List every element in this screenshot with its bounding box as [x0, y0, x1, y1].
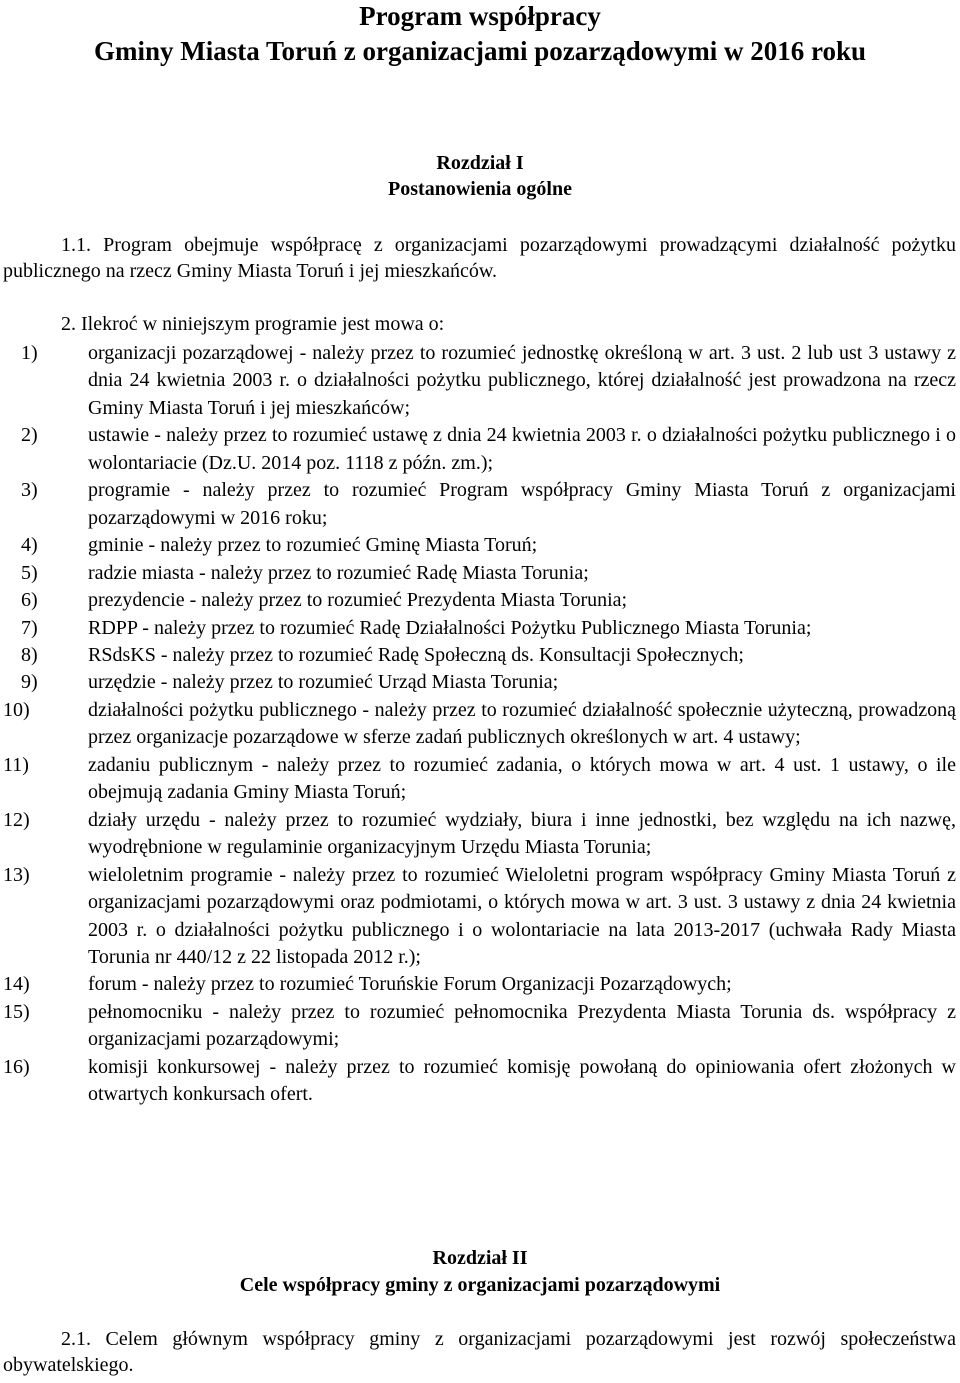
list-number: 11): [3, 753, 29, 776]
list-number: 4): [21, 534, 38, 557]
list-text: programie - należy przez to rozumieć Program współpracy Gminy Miasta Toruń z organizacjami pozarządowymi w 2016 roku;: [88, 479, 956, 529]
list-item: [3, 642, 956, 669]
list-text: pełnomocniku - należy przez to rozumieć pełnomocnika Prezydenta Miasta Torunia ds. współpracy z organizacjami pozarządowymi;: [88, 1000, 956, 1051]
list-number: 14): [3, 973, 30, 996]
list-text: radzie miasta - należy przez to rozumieć Radę Miasta Torunia;: [88, 561, 589, 584]
list-item: [3, 587, 956, 614]
list-item: [3, 340, 956, 422]
document-title-line1: Program współpracy: [359, 1, 601, 31]
list-item: [3, 422, 956, 477]
list-number: 7): [21, 616, 38, 639]
list-text: prezydencie - należy przez to rozumieć Prezydenta Miasta Torunia;: [88, 589, 628, 612]
chapter1-title: Postanowienia ogólne: [388, 178, 572, 200]
list-item: [3, 615, 956, 642]
list-item: [3, 999, 956, 1054]
list-number: 3): [21, 479, 38, 502]
list-text: RDPP - należy przez to rozumieć Radę Działalności Pożytku Publicznego Miasta Torunia;: [88, 616, 812, 639]
list-number: 1): [21, 342, 38, 364]
chapter1-paragraph-2: 2. Ilekroć w niniejszym programie jest mowa o:: [61, 313, 445, 335]
list-text: działalności pożytku publicznego - należy przez to rozumieć działalność społecznie użyteczną, prowadzoną przez organizacje pozarządowe w sferze zadań publicznych określonych w art. 4 ustawy;: [88, 698, 956, 749]
list-item: [3, 477, 956, 532]
list-item: [3, 752, 956, 807]
list-text: RSdsKS - należy przez to rozumieć Radę Społeczną ds. Konsultacji Społecznych;: [88, 643, 744, 666]
list-item: [3, 862, 956, 972]
list-number: 9): [21, 671, 38, 694]
list-number: 5): [21, 561, 38, 584]
chapter2-title: Cele współpracy gminy z organizacjami pozarządowymi: [239, 1274, 721, 1296]
list-item: [3, 697, 956, 752]
list-text: organizacji pozarządowej - należy przez to rozumieć jednostkę określoną w art. 3 ust. 2 lub ust 3 ustawy z dnia 24 kwietnia 2003 r. o działalności pożytku publicznego, której działalność jest prowadzona na rzecz Gminy Miasta Toruń i jej mieszkańców;: [88, 342, 956, 419]
chapter2-label: Rozdział II: [432, 1247, 528, 1269]
chapter2-paragraph-2-1: 2.1. Celem głównym współpracy gminy z organizacjami pozarządowymi jest rozwój społeczeństwa obywatelskiego.: [3, 1328, 956, 1376]
list-text: urzędzie - należy przez to rozumieć Urząd Miasta Torunia;: [88, 671, 559, 694]
chapter1-paragraph-1-1: 1.1. Program obejmuje współpracę z organizacjami pozarządowymi prowadzącymi działalność pożytku publicznego na rzecz Gminy Miasta Toruń i jej mieszkańców.: [3, 234, 956, 282]
list-number: 8): [21, 643, 38, 666]
list-text: ustawie - należy przez to rozumieć ustawę z dnia 24 kwietnia 2003 r. o działalności pożytku publicznego i o wolontariacie (Dz.U. 2014 poz. 1118 z późn. zm.);: [88, 424, 956, 474]
list-item: [3, 560, 956, 587]
list-text: działy urzędu - należy przez to rozumieć wydziały, biura i inne jednostki, bez względu na ich nazwę, wyodrębnione w regulaminie organizacyjnym Urzędu Miasta Torunia;: [88, 808, 956, 859]
list-number: 13): [3, 863, 30, 886]
document-title-line2: Gminy Miasta Toruń z organizacjami pozarządowymi w 2016 roku: [94, 36, 866, 66]
list-item: [3, 807, 956, 862]
list-item: [3, 532, 956, 559]
list-text: komisji konkursowej - należy przez to rozumieć komisję powołaną do opiniowania ofert złożonych w otwartych konkursach ofert.: [88, 1055, 956, 1106]
list-text: zadaniu publicznym - należy przez to rozumieć zadania, o których mowa w art. 4 ust. 1 ustawy, o ile obejmują zadania Gminy Miasta Toruń;: [88, 753, 956, 804]
list-number: 2): [21, 424, 38, 447]
list-item: [3, 971, 956, 998]
list-number: 10): [3, 698, 30, 721]
list-number: 16): [3, 1055, 30, 1078]
list-text: forum - należy przez to rozumieć Toruńskie Forum Organizacji Pozarządowych;: [88, 973, 732, 996]
list-number: 15): [3, 1000, 30, 1023]
list-number: 12): [3, 808, 30, 831]
list-item: [3, 669, 956, 696]
chapter1-label: Rozdział I: [436, 152, 524, 174]
list-text: gminie - należy przez to rozumieć Gminę Miasta Toruń;: [88, 534, 538, 557]
list-number: 6): [21, 589, 38, 612]
list-item: [3, 1054, 956, 1109]
definitions-list: [3, 340, 956, 1109]
list-text: wieloletnim programie - należy przez to rozumieć Wieloletni program współpracy Gminy Miasta Toruń z organizacjami pozarządowymi oraz podmiotami, o których mowa w art. 3 ust. 3 ustawy z dnia 24 kwietnia 2003 r. o działalności pożytku publicznego i o wolontariacie na lata 2013-2017 (uchwała Rady Miasta Torunia nr 440/12 z 22 listopada 2012 r.);: [88, 863, 956, 968]
